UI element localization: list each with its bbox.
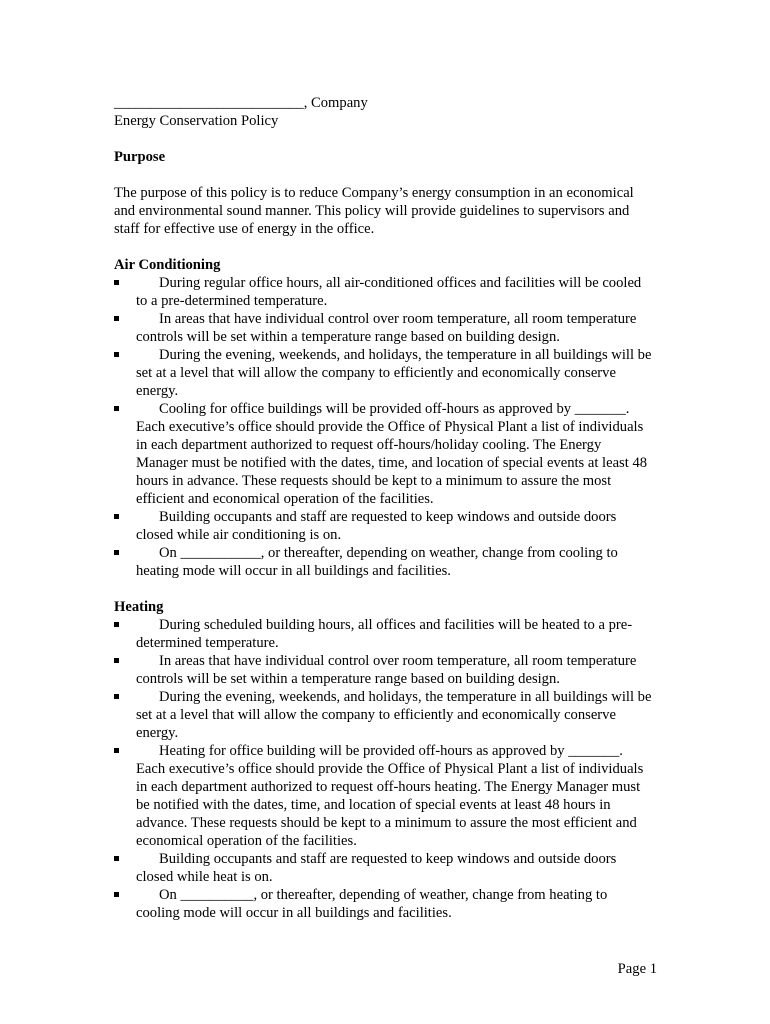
list-item-text: Heating for office building will be provided off-hours as approved by _______. Each executive’s office should provide the Office of Physical Plant a list of individuals in each department authorized to request off-hours heating. The Energy Manager must be notified with the dates, time, and location of special events at least 48 hours in advance. These requests should be kept to a minimum to assure the most efficient and economical operation of the facilities. [136,743,644,849]
list-item-text: On ___________, or thereafter, depending on weather, change from cooling to heating mode will occur in all buildings and facilities. [136,545,618,579]
air-conditioning-heading: Air Conditioning [114,257,221,273]
bullet-square-icon [114,856,119,861]
page-number: Page 1 [617,961,657,977]
bullet-square-icon [114,280,119,285]
list-item [114,544,654,580]
document-page [114,94,654,922]
list-item [114,652,654,688]
purpose-text: The purpose of this policy is to reduce Company’s energy consumption in an economical and environmental sound manner. This policy will provide guidelines to supervisors and staff for effective use of energy in the office. [114,185,634,237]
heating-heading: Heating [114,599,164,615]
bullet-square-icon [114,694,119,699]
list-item-text: In areas that have individual control over room temperature, all room temperature controls will be set within a temperature range based on building design. [136,311,637,345]
company-line: __________________________, Company [114,95,368,111]
list-item-text: Cooling for office buildings will be provided off-hours as approved by _______. Each executive’s office should provide the Office of Physical Plant a list of individuals in each department authorized to request off-hours/holiday cooling. The Energy Manager must be notified with the dates, time, and location of special events at least 48 hours in advance. These requests should be kept to a minimum to assure the most efficient and economical operation of the facilities. [136,401,648,507]
list-item-text: During regular office hours, all air-conditioned offices and facilities will be cooled to a pre-determined temperature. [136,275,642,309]
bullet-square-icon [114,892,119,897]
list-item-text: In areas that have individual control over room temperature, all room temperature controls will be set within a temperature range based on building design. [136,653,637,687]
list-item [114,616,654,652]
list-item-text: Building occupants and staff are requested to keep windows and outside doors closed while heat is on. [136,851,617,885]
list-item [114,850,654,886]
spacer [114,166,654,184]
purpose-heading: Purpose [114,149,166,165]
list-item [114,742,654,850]
spacer [114,238,654,256]
policy-title: Energy Conservation Policy [114,113,279,129]
air-conditioning-list [114,274,654,580]
list-item-text: During the evening, weekends, and holidays, the temperature in all buildings will be set at a level that will allow the company to efficiently and economically conserve energy. [136,347,652,399]
heating-list [114,616,654,922]
bullet-square-icon [114,748,119,753]
list-item-text: Building occupants and staff are requested to keep windows and outside doors closed while air conditioning is on. [136,509,617,543]
bullet-square-icon [114,352,119,357]
bullet-square-icon [114,406,119,411]
list-item [114,508,654,544]
list-item [114,310,654,346]
spacer [114,580,654,598]
bullet-square-icon [114,550,119,555]
list-item [114,274,654,310]
list-item [114,688,654,742]
list-item-text: On __________, or thereafter, depending of weather, change from heating to cooling mode will occur in all buildings and facilities. [136,887,608,921]
bullet-square-icon [114,514,119,519]
spacer [114,130,654,148]
bullet-square-icon [114,316,119,321]
bullet-square-icon [114,622,119,627]
bullet-square-icon [114,658,119,663]
list-item-text: During the evening, weekends, and holidays, the temperature in all buildings will be set at a level that will allow the company to efficiently and economically conserve energy. [136,689,652,741]
list-item [114,400,654,508]
list-item-text: During scheduled building hours, all offices and facilities will be heated to a pre-determined temperature. [136,617,633,651]
list-item [114,886,654,922]
list-item [114,346,654,400]
